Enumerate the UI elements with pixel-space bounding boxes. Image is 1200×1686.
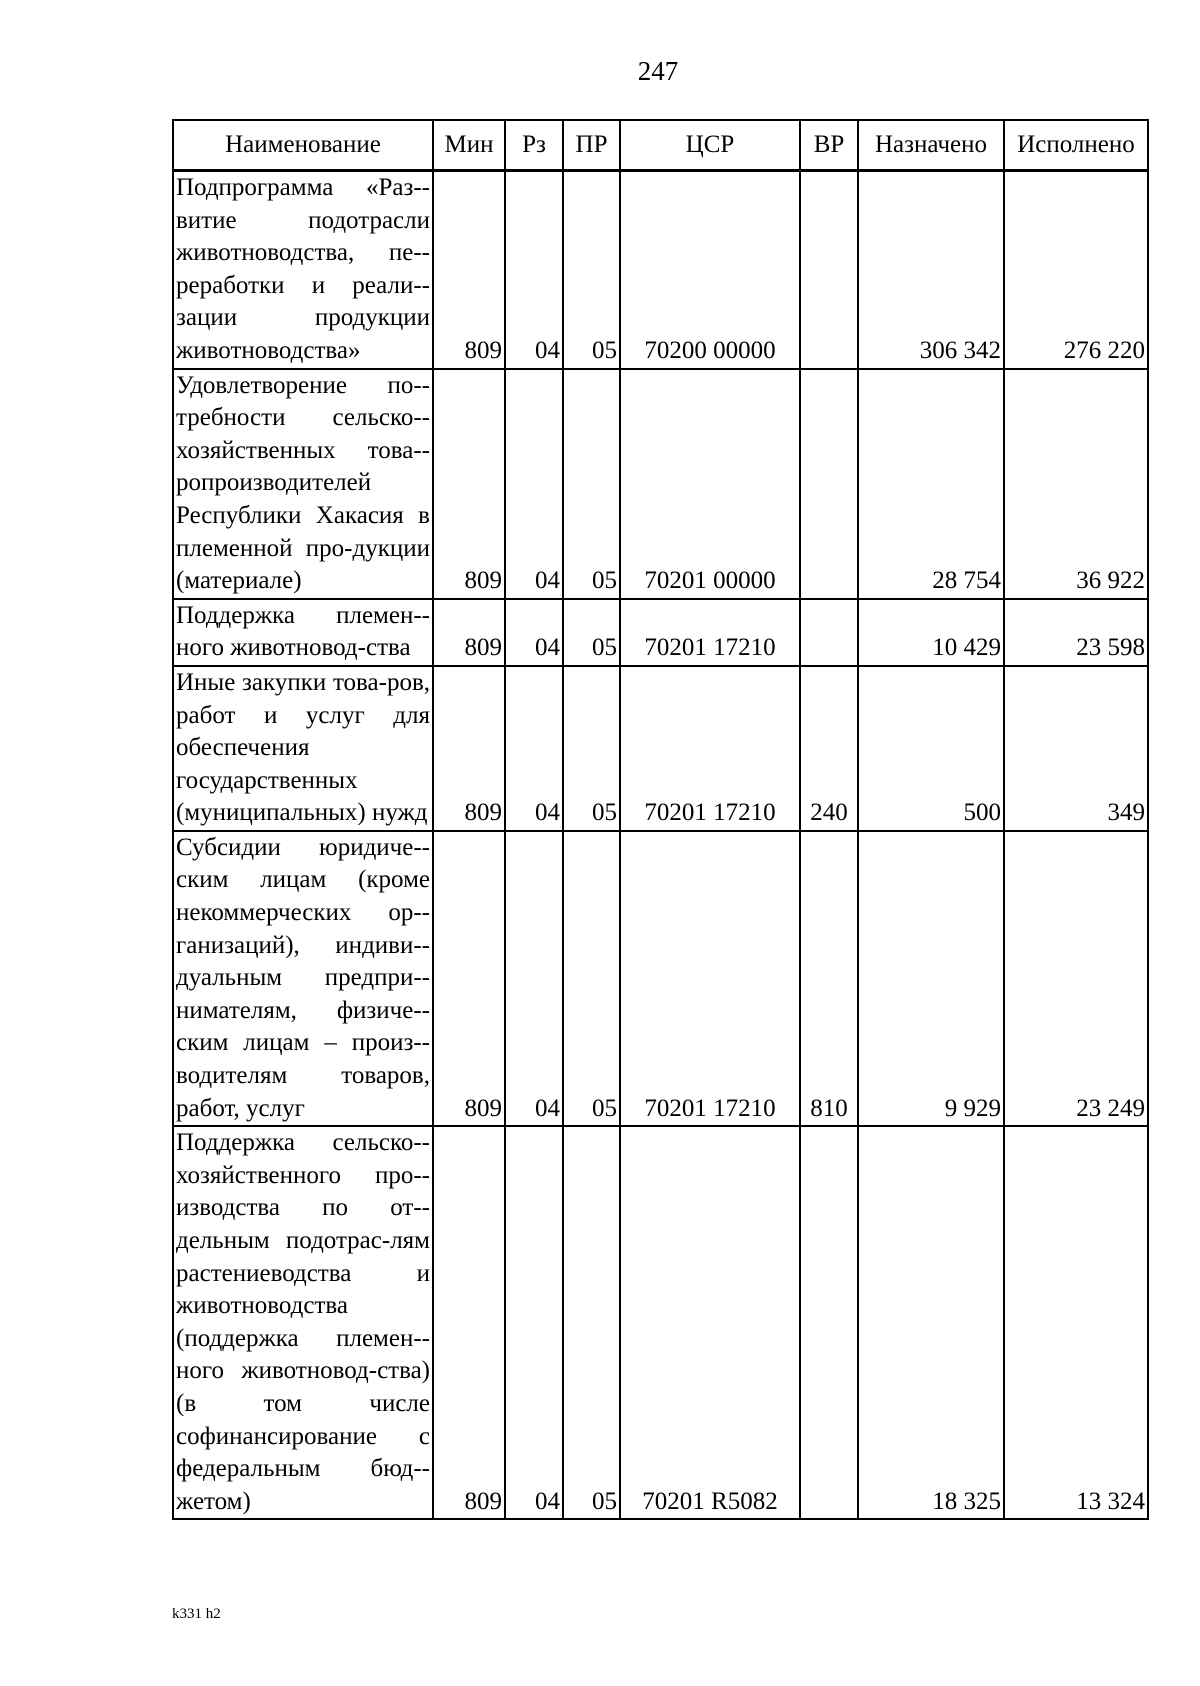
row-pr: 05 [563, 369, 620, 599]
header-csr: ЦСР [620, 120, 800, 171]
row-pr: 05 [563, 1126, 620, 1519]
row-csr: 70200 00000 [620, 171, 800, 369]
table-row [173, 1126, 1148, 1519]
row-csr: 70201 00000 [620, 369, 800, 599]
row-min: 809 [433, 831, 505, 1126]
row-rz: 04 [505, 599, 563, 666]
header-row [173, 120, 1148, 171]
row-min: 809 [433, 171, 505, 369]
row-min: 809 [433, 1126, 505, 1519]
footer-code: k331 h2 [172, 1606, 221, 1622]
row-pr: 05 [563, 666, 620, 831]
row-assigned: 10 429 [858, 599, 1004, 666]
row-vr: 810 [800, 831, 858, 1126]
table-row [173, 171, 1148, 369]
table-row [173, 666, 1148, 831]
row-assigned: 18 325 [858, 1126, 1004, 1519]
budget-table [172, 119, 1149, 1520]
table-row [173, 369, 1148, 599]
row-assigned: 500 [858, 666, 1004, 831]
row-name: Удовлетворение по-требности сельско-хозяйственных това-ропроизводителей Республики Хакасия в племенной про-дукции (материале) [173, 369, 433, 599]
row-pr: 05 [563, 599, 620, 666]
row-csr: 70201 17210 [620, 666, 800, 831]
header-assigned: Назначено [858, 120, 1004, 171]
row-vr [800, 369, 858, 599]
header-pr: ПР [563, 120, 620, 171]
row-vr [800, 171, 858, 369]
table-row [173, 599, 1148, 666]
row-executed: 23 598 [1004, 599, 1148, 666]
row-rz: 04 [505, 831, 563, 1126]
row-rz: 04 [505, 1126, 563, 1519]
row-min: 809 [433, 599, 505, 666]
header-name: Наименование [173, 120, 433, 171]
row-vr: 240 [800, 666, 858, 831]
row-pr: 05 [563, 171, 620, 369]
row-csr: 70201 17210 [620, 599, 800, 666]
row-rz: 04 [505, 171, 563, 369]
page-number: 247 [637, 56, 679, 86]
table-row [173, 831, 1148, 1126]
row-executed: 276 220 [1004, 171, 1148, 369]
row-executed: 36 922 [1004, 369, 1148, 599]
header-executed: Исполнено [1004, 120, 1148, 171]
row-name: Иные закупки това-ров, работ и услуг для обеспечения государственных (муниципальных) нужд [173, 666, 433, 831]
row-executed: 23 249 [1004, 831, 1148, 1126]
header-vr: ВР [800, 120, 858, 171]
row-pr: 05 [563, 831, 620, 1126]
row-min: 809 [433, 369, 505, 599]
row-assigned: 306 342 [858, 171, 1004, 369]
header-rz: Рз [505, 120, 563, 171]
row-name: Субсидии юридиче-ским лицам (кроме некоммерческих ор-ганизаций), индиви-дуальным предпри-нимателям, физиче-ским лицам – произ-водителям товаров, работ, услуг [173, 831, 433, 1126]
row-assigned: 9 929 [858, 831, 1004, 1126]
row-name: Поддержка племен-ного животновод-ства [173, 599, 433, 666]
row-rz: 04 [505, 369, 563, 599]
row-executed: 13 324 [1004, 1126, 1148, 1519]
row-min: 809 [433, 666, 505, 831]
row-csr: 70201 R5082 [620, 1126, 800, 1519]
row-name: Подпрограмма «Раз-витие подотрасли животноводства, пе-реработки и реали-зации продукции животноводства» [173, 171, 433, 369]
row-assigned: 28 754 [858, 369, 1004, 599]
row-name: Поддержка сельско-хозяйственного про-изводства по от-дельным подотрас-лям растениеводства и животноводства (поддержка племен-ного животновод-ства) (в том числе софинансирование с федеральным бюд-жетом) [173, 1126, 433, 1519]
header-min: Мин [433, 120, 505, 171]
row-vr [800, 1126, 858, 1519]
row-csr: 70201 17210 [620, 831, 800, 1126]
row-rz: 04 [505, 666, 563, 831]
row-vr [800, 599, 858, 666]
row-executed: 349 [1004, 666, 1148, 831]
